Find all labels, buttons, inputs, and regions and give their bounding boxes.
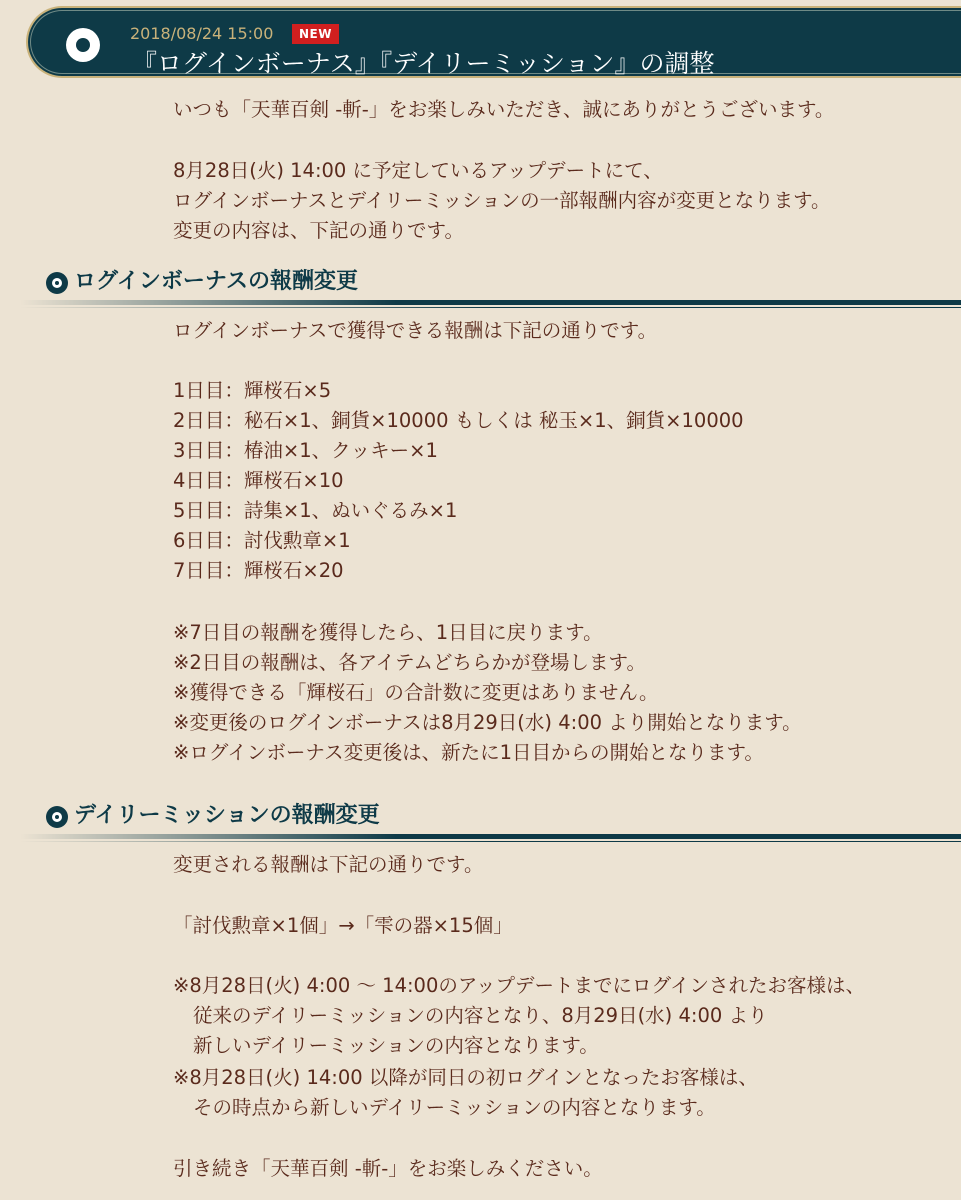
disc-icon bbox=[66, 28, 100, 62]
login-day-item: 5日目：詩集×1、ぬいぐるみ×1 bbox=[173, 499, 458, 522]
daily-lead: 変更される報酬は下記の通りです。 bbox=[173, 853, 484, 876]
section-divider bbox=[20, 834, 961, 839]
section-disc-icon bbox=[46, 806, 68, 828]
intro-greeting: いつも「天華百剣 -斬-」をお楽しみいただき、誠にありがとうございます。 bbox=[173, 98, 835, 121]
section-disc-icon bbox=[46, 272, 68, 294]
section-divider bbox=[20, 300, 961, 305]
login-note: ※ログインボーナス変更後は、新たに1日目からの開始となります。 bbox=[173, 741, 764, 764]
section-heading-login-bonus bbox=[20, 266, 961, 302]
new-badge: NEW bbox=[292, 24, 339, 44]
login-day-item: 2日目：秘石×1、銅貨×10000 もしくは 秘玉×1、銅貨×10000 bbox=[173, 409, 744, 432]
login-day-item: 3日目：椿油×1、クッキー×1 bbox=[173, 439, 438, 462]
login-day-item: 6日目：討伐勲章×1 bbox=[173, 529, 351, 552]
daily-note: その時点から新しいデイリーミッションの内容となります。 bbox=[193, 1096, 716, 1119]
section-title: デイリーミッションの報酬変更 bbox=[74, 803, 380, 828]
intro-line: ログインボーナスとデイリーミッションの一部報酬内容が変更となります。 bbox=[173, 189, 831, 212]
daily-note: ※8月28日(火) 14:00 以降が同日の初ログインとなったお客様は、 bbox=[173, 1066, 758, 1089]
section-divider bbox=[20, 307, 961, 308]
login-day-item: 1日目：輝桜石×5 bbox=[173, 379, 332, 402]
intro-line: 変更の内容は、下記の通りです。 bbox=[173, 219, 464, 242]
news-header-banner bbox=[26, 6, 961, 78]
daily-note: 従来のデイリーミッションの内容となり、8月29日(水) 4:00 より bbox=[193, 1004, 768, 1027]
section-heading-daily-mission bbox=[20, 800, 961, 836]
login-note: ※獲得できる「輝桜石」の合計数に変更はありません。 bbox=[173, 681, 659, 704]
section-divider bbox=[20, 841, 961, 842]
news-date: 2018/08/24 15:00 bbox=[130, 24, 274, 43]
login-lead: ログインボーナスで獲得できる報酬は下記の通りです。 bbox=[173, 319, 658, 342]
intro-line: 8月28日(火) 14:00 に予定しているアップデートにて、 bbox=[173, 159, 663, 182]
section-title: ログインボーナスの報酬変更 bbox=[74, 269, 359, 294]
daily-note: 新しいデイリーミッションの内容となります。 bbox=[193, 1034, 599, 1057]
login-note: ※7日目の報酬を獲得したら、1日目に戻ります。 bbox=[173, 621, 603, 644]
login-note: ※2日目の報酬は、各アイテムどちらかが登場します。 bbox=[173, 651, 646, 674]
daily-reward-change: 「討伐勲章×1個」→「雫の器×15個」 bbox=[173, 914, 513, 937]
login-note: ※変更後のログインボーナスは8月29日(水) 4:00 より開始となります。 bbox=[173, 711, 802, 734]
login-day-item: 7日目：輝桜石×20 bbox=[173, 559, 344, 582]
login-day-item: 4日目：輝桜石×10 bbox=[173, 469, 344, 492]
closing-message: 引き続き「天華百剣 -斬-」をお楽しみください。 bbox=[173, 1157, 603, 1180]
daily-note: ※8月28日(火) 4:00 〜 14:00のアップデートまでにログインされたお客様は、 bbox=[173, 974, 866, 997]
news-title: 『ログインボーナス』『デイリーミッション』の調整 bbox=[132, 49, 715, 78]
